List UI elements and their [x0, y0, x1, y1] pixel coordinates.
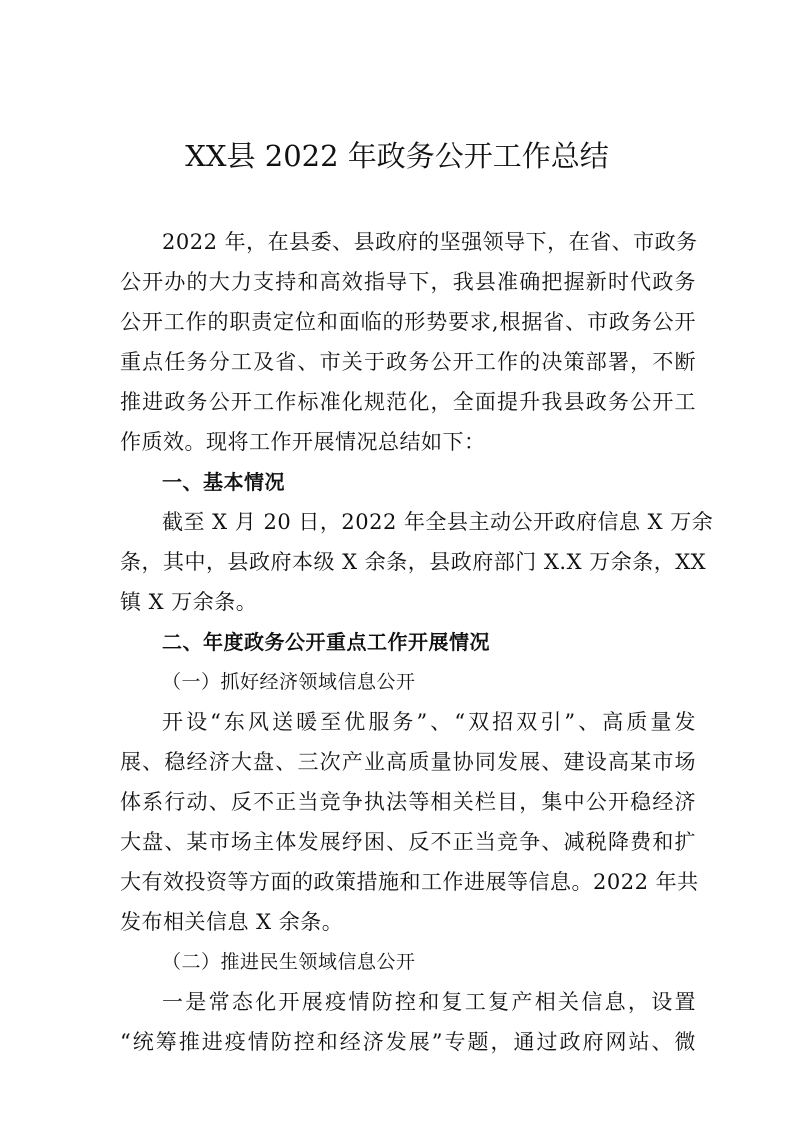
paragraph-line: 重点任务分工及省、市关于政务公开工作的决策部署，不断: [120, 350, 696, 374]
paragraph-line: 2022 年，在县委、县政府的坚强领导下，在省、市政务: [162, 230, 698, 254]
paragraph-line: 大盘、某市场主体发展纾困、反不正当竞争、减税降费和扩: [120, 830, 696, 854]
paragraph-line: 大有效投资等方面的政策措施和工作进展等信息。2022 年共: [120, 870, 699, 894]
paragraph-line: 一是常态化开展疫情防控和复工复产相关信息，设置: [162, 990, 696, 1014]
paragraph-line: 推进政务公开工作标准化规范化，全面提升我县政务公开工: [120, 390, 696, 414]
document-body: [120, 222, 714, 1062]
paragraph-line: “统筹推进疫情防控和经济发展”专题，通过政府网站、微: [120, 1030, 696, 1054]
paragraph-line: 条，其中，县政府本级 X 余条，县政府部门 X.X 万余条，XX: [120, 550, 707, 574]
paragraph-line: 镇 X 万余条。: [120, 590, 258, 614]
paragraph-line: 体系行动、反不正当竞争执法等相关栏目，集中公开稳经济: [120, 790, 696, 814]
paragraph-line: 公开办的大力支持和高效指导下，我县准确把握新时代政务: [120, 270, 696, 294]
subsection-heading: （一）抓好经济领域信息公开: [162, 671, 416, 693]
paragraph-line: 发布相关信息 X 余条。: [120, 910, 344, 934]
section-heading: 二、年度政务公开重点工作开展情况: [162, 630, 490, 654]
subsection-heading: （二）推进民生领域信息公开: [162, 951, 416, 973]
section-heading: 一、基本情况: [162, 470, 285, 494]
paragraph-line: 截至 X 月 20 日，2022 年全县主动公开政府信息 X 万余: [162, 510, 714, 534]
paragraph-line: 展、稳经济大盘、三次产业高质量协同发展、建设高某市场: [120, 750, 696, 774]
paragraph-line: 作质效。现将工作开展情况总结如下：: [120, 430, 486, 454]
document-title: XX县 2022 年政务公开工作总结: [185, 139, 609, 173]
paragraph-line: 公开工作的职责定位和面临的形势要求,根据省、市政务公开: [120, 310, 696, 334]
paragraph-line: 开设“东风送暖至优服务”、“双招双引”、高质量发: [162, 710, 696, 734]
